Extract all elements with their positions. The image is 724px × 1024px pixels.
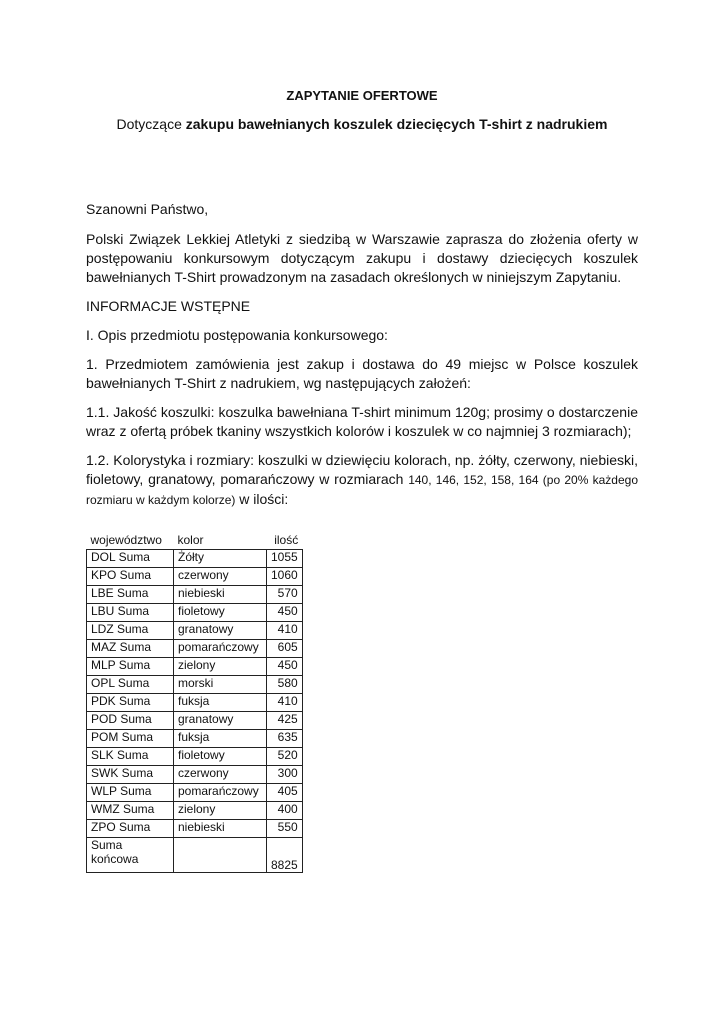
- header-wojewodztwo: województwo: [90, 533, 162, 547]
- cell-kolor: niebieski: [174, 586, 267, 604]
- cell-wojewodztwo: SWK Suma: [87, 766, 174, 784]
- section-subheading: I. Opis przedmiotu postępowania konkursowego:: [86, 327, 388, 343]
- table-row: [87, 658, 303, 676]
- cell-kolor: fioletowy: [174, 604, 267, 622]
- table-row: [87, 694, 303, 712]
- table-row: [87, 820, 303, 838]
- document-body: [86, 200, 638, 520]
- cell-wojewodztwo: LDZ Suma: [87, 622, 174, 640]
- cell-wojewodztwo: OPL Suma: [87, 676, 174, 694]
- intro-paragraph: Polski Związek Lekkiej Atletyki z siedzibą w Warszawie zaprasza do złożenia oferty w postępowaniu konkursowym dotyczącym zakupu i dostawy dziecięcych koszulek bawełnianych T-Shirt prowadzonym na zasadach określonych w niniejszym Zapytaniu.: [86, 231, 638, 285]
- cell-wojewodztwo: WLP Suma: [87, 784, 174, 802]
- cell-ilosc: 410: [267, 622, 303, 640]
- table-row: [87, 802, 303, 820]
- point-1-2-end: w ilości:: [235, 491, 289, 507]
- cell-wojewodztwo: SLK Suma: [87, 748, 174, 766]
- cell-wojewodztwo: PDK Suma: [87, 694, 174, 712]
- total-label: [87, 838, 174, 873]
- total-value: 8825: [267, 838, 303, 873]
- table-row: [87, 586, 303, 604]
- cell-ilosc: 605: [267, 640, 303, 658]
- table-row: [87, 730, 303, 748]
- cell-ilosc: 520: [267, 748, 303, 766]
- table-header-row: [87, 531, 303, 550]
- table-row: [87, 568, 303, 586]
- cell-kolor: niebieski: [174, 820, 267, 838]
- cell-kolor: fuksja: [174, 730, 267, 748]
- cell-ilosc: 410: [267, 694, 303, 712]
- document-title: ZAPYTANIE OFERTOWE: [286, 88, 438, 103]
- cell-wojewodztwo: LBU Suma: [87, 604, 174, 622]
- section-heading: INFORMACJE WSTĘPNE: [86, 298, 251, 314]
- cell-kolor: zielony: [174, 658, 267, 676]
- header-kolor: kolor: [177, 533, 204, 547]
- cell-kolor: pomarańczowy: [174, 784, 267, 802]
- cell-ilosc: 425: [267, 712, 303, 730]
- cell-wojewodztwo: LBE Suma: [87, 586, 174, 604]
- cell-wojewodztwo: POM Suma: [87, 730, 174, 748]
- cell-kolor: granatowy: [174, 622, 267, 640]
- table-row: [87, 550, 303, 568]
- cell-ilosc: 550: [267, 820, 303, 838]
- cell-kolor: Żółty: [174, 550, 267, 568]
- quantity-table: [86, 531, 303, 873]
- point-1-2: [86, 451, 638, 510]
- document-subtitle: [0, 116, 724, 132]
- table-row: [87, 622, 303, 640]
- point-1-1: 1.1. Jakość koszulki: koszulka bawełniana T-shirt minimum 120g; prosimy o dostarczenie wraz z ofertą próbek tkaniny wszystkich kolorów i koszulek w co najmniej 3 rozmiarach);: [86, 404, 638, 439]
- cell-ilosc: 1055: [267, 550, 303, 568]
- cell-wojewodztwo: MLP Suma: [87, 658, 174, 676]
- cell-ilosc: 635: [267, 730, 303, 748]
- cell-kolor: czerwony: [174, 568, 267, 586]
- table-row: [87, 676, 303, 694]
- cell-ilosc: 450: [267, 604, 303, 622]
- header-ilosc: ilość: [274, 533, 299, 547]
- table-row: [87, 712, 303, 730]
- point-1-2-main: 1.2. Kolorystyka i rozmiary: koszulki w dziewięciu kolorach, np. żółty, czerwony, niebieski, fioletowy, granatowy, pomarańczowy w rozmiarach: [86, 452, 638, 487]
- cell-wojewodztwo: MAZ Suma: [87, 640, 174, 658]
- cell-ilosc: 405: [267, 784, 303, 802]
- cell-wojewodztwo: KPO Suma: [87, 568, 174, 586]
- greeting: Szanowni Państwo,: [86, 201, 209, 217]
- cell-kolor: pomarańczowy: [174, 640, 267, 658]
- cell-wojewodztwo: ZPO Suma: [87, 820, 174, 838]
- point-1: 1. Przedmiotem zamówienia jest zakup i dostawa do 49 miejsc w Polsce koszulek bawełnianych T-Shirt z nadrukiem, wg następujących założeń:: [86, 356, 638, 391]
- cell-wojewodztwo: POD Suma: [87, 712, 174, 730]
- total-label-line2: końcowa: [91, 852, 139, 866]
- cell-wojewodztwo: WMZ Suma: [87, 802, 174, 820]
- point-1-2-sizes: 140, 146, 152, 158, 164 (po 20% każdego rozmiaru w każdym kolorze): [86, 473, 638, 507]
- cell-ilosc: 1060: [267, 568, 303, 586]
- cell-kolor: granatowy: [174, 712, 267, 730]
- subtitle-bold: zakupu bawełnianych koszulek dziecięcych T-shirt z nadrukiem: [185, 116, 608, 132]
- table-row: [87, 784, 303, 802]
- table-row: [87, 640, 303, 658]
- cell-kolor: czerwony: [174, 766, 267, 784]
- cell-ilosc: 580: [267, 676, 303, 694]
- cell-ilosc: 400: [267, 802, 303, 820]
- total-color-cell: [174, 838, 267, 873]
- cell-ilosc: 570: [267, 586, 303, 604]
- cell-kolor: zielony: [174, 802, 267, 820]
- cell-wojewodztwo: DOL Suma: [87, 550, 174, 568]
- cell-kolor: fuksja: [174, 694, 267, 712]
- total-label-line1: Suma: [91, 838, 123, 852]
- cell-ilosc: 300: [267, 766, 303, 784]
- table-total-row: [87, 838, 303, 873]
- cell-kolor: morski: [174, 676, 267, 694]
- table-row: [87, 604, 303, 622]
- subtitle-prefix: Dotyczące: [116, 116, 186, 132]
- table-row: [87, 748, 303, 766]
- cell-ilosc: 450: [267, 658, 303, 676]
- table-row: [87, 766, 303, 784]
- cell-kolor: fioletowy: [174, 748, 267, 766]
